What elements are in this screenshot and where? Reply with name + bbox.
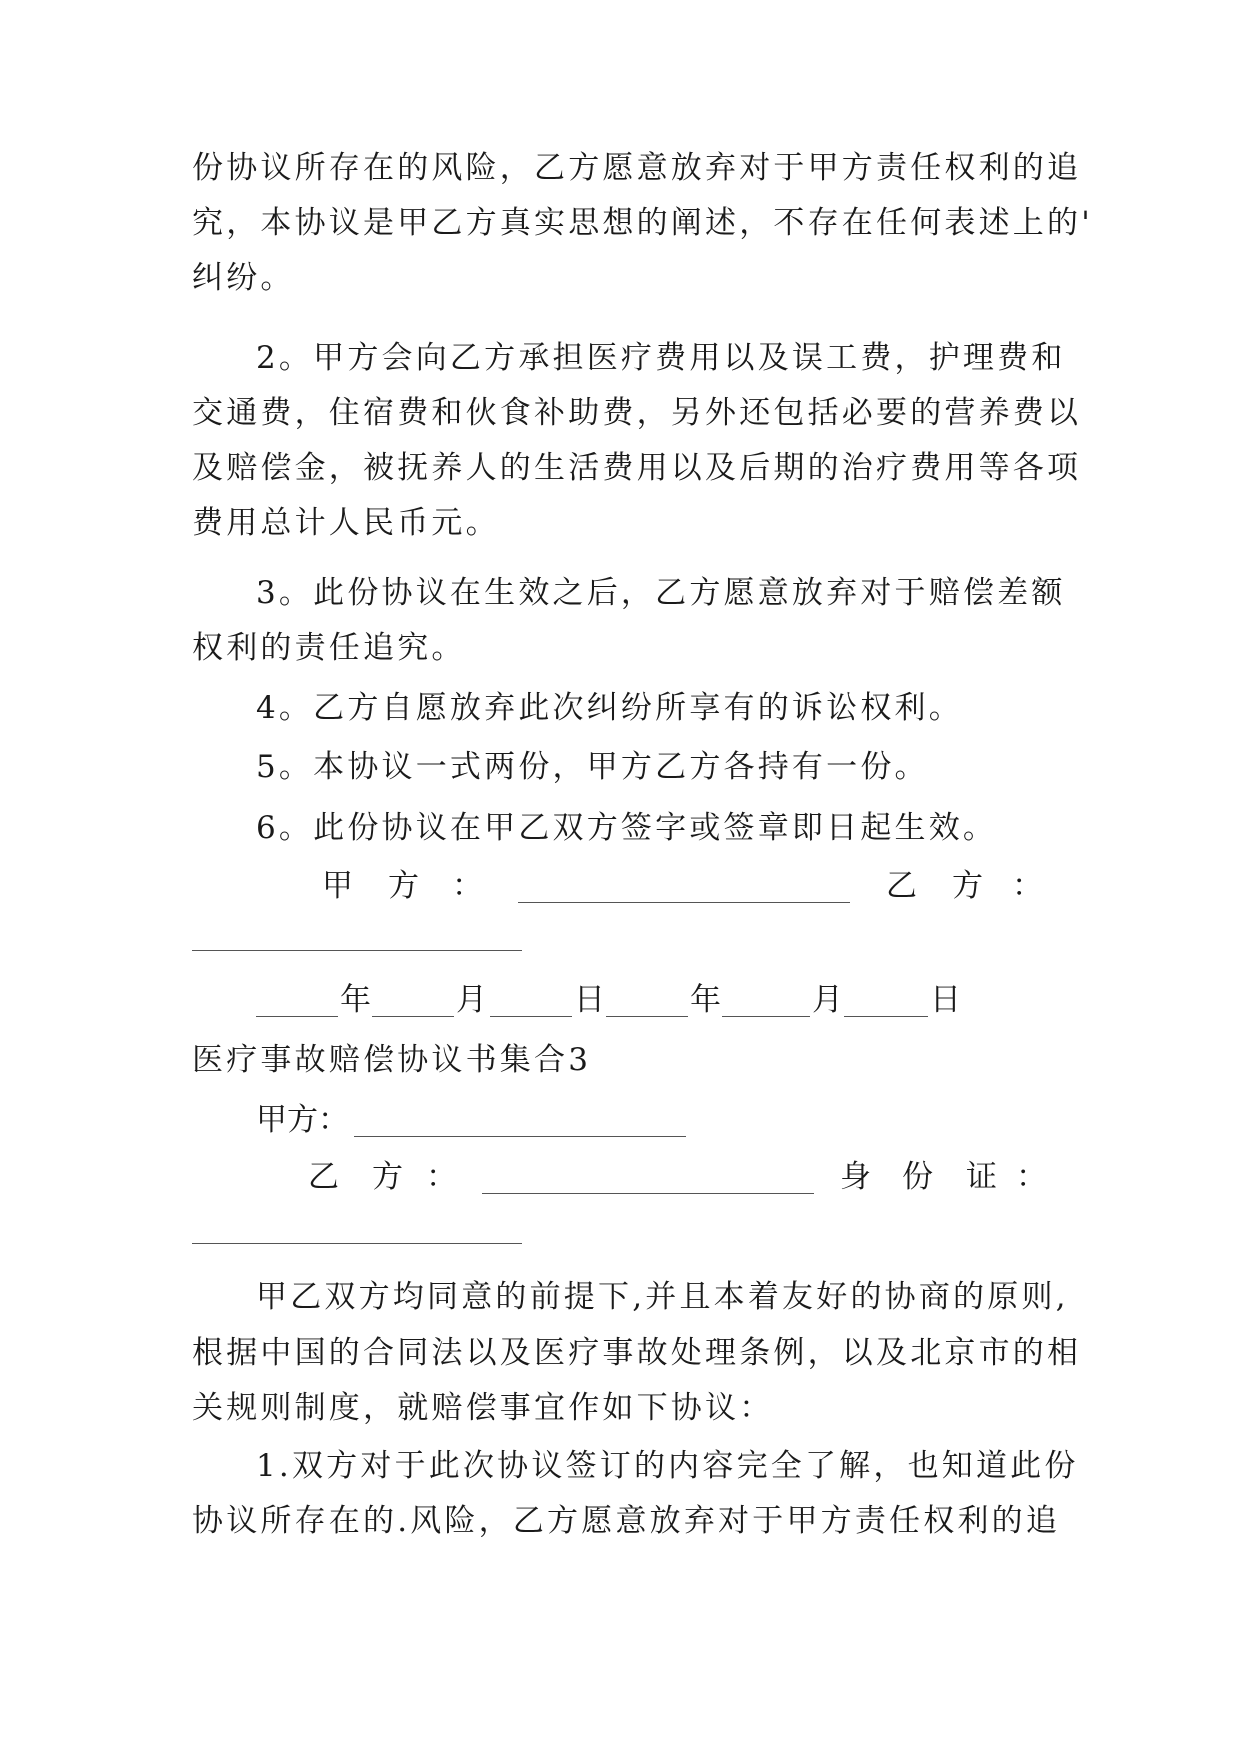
colon: ： xyxy=(426,1159,457,1195)
signature-row-1 xyxy=(0,866,1241,906)
paragraph-line: 根据中国的合同法以及医疗事故处理条例，以及北京市的相 xyxy=(192,1335,1082,1371)
clause-5-line: 5。本协议一式两份，甲方乙方各持有一份。 xyxy=(256,749,929,785)
month-label: 月 xyxy=(812,982,843,1018)
day-blank[interactable] xyxy=(844,1016,928,1017)
party-b-signature-blank[interactable] xyxy=(192,950,522,951)
date-row xyxy=(0,980,1241,1020)
party-a-char: 方 xyxy=(388,868,419,904)
paragraph-line: 协议所存在的.风险，乙方愿意放弃对于甲方责任权利的追 xyxy=(192,1503,1061,1539)
party-a-blank[interactable] xyxy=(354,1136,686,1137)
id-char: 证 xyxy=(966,1159,997,1195)
paragraph-line: 甲乙双方均同意的前提下,并且本着友好的协商的原则, xyxy=(256,1279,1069,1315)
party-b-char: 方 xyxy=(372,1159,403,1195)
year-blank[interactable] xyxy=(256,1016,338,1017)
month-label: 月 xyxy=(456,982,487,1018)
day-label: 日 xyxy=(574,982,605,1018)
colon: ： xyxy=(452,868,483,904)
clause-1-line: 1.双方对于此次协议签订的内容完全了解，也知道此份 xyxy=(256,1448,1079,1484)
colon: ： xyxy=(1012,868,1043,904)
party-a-signature-blank[interactable] xyxy=(518,902,850,903)
id-number-blank[interactable] xyxy=(192,1243,522,1244)
party-a-row xyxy=(0,1100,1241,1140)
paragraph-line: 关规则制度，就赔偿事宜作如下协议： xyxy=(192,1390,774,1426)
signature-row-2 xyxy=(0,1157,1241,1197)
paragraph-line: 费用总计人民币元。 xyxy=(192,505,500,541)
paragraph-line: 交通费，住宿费和伙食补助费，另外还包括必要的营养费以 xyxy=(192,395,1082,431)
party-b-blank[interactable] xyxy=(482,1193,814,1194)
clause-3-line: 3。此份协议在生效之后，乙方愿意放弃对于赔偿差额 xyxy=(256,575,1066,611)
party-b-char: 乙 xyxy=(308,1159,339,1195)
paragraph-line: 究，本协议是甲乙方真实思想的阐述，不存在任何表述上的' xyxy=(192,205,1093,241)
month-blank[interactable] xyxy=(722,1016,810,1017)
year-blank[interactable] xyxy=(606,1016,688,1017)
section-title: 医疗事故赔偿协议书集合3 xyxy=(192,1042,592,1078)
paragraph-line: 及赔偿金，被抚养人的生活费用以及后期的治疗费用等各项 xyxy=(192,450,1082,486)
year-label: 年 xyxy=(690,982,721,1018)
party-b-char: 方 xyxy=(952,868,983,904)
year-label: 年 xyxy=(340,982,371,1018)
clause-6-line: 6。此份协议在甲乙双方签字或签章即日起生效。 xyxy=(256,810,998,846)
party-b-char: 乙 xyxy=(886,868,917,904)
day-blank[interactable] xyxy=(490,1016,572,1017)
month-blank[interactable] xyxy=(372,1016,454,1017)
party-a-label: 甲方： xyxy=(256,1102,349,1138)
colon: ： xyxy=(1016,1159,1047,1195)
day-label: 日 xyxy=(930,982,961,1018)
id-char: 份 xyxy=(902,1159,933,1195)
paragraph-line: 纠纷。 xyxy=(192,260,295,296)
paragraph-line: 权利的责任追究。 xyxy=(192,630,466,666)
clause-2-line: 2。甲方会向乙方承担医疗费用以及误工费，护理费和 xyxy=(256,340,1066,376)
party-a-char: 甲 xyxy=(322,868,353,904)
id-char: 身 xyxy=(840,1159,871,1195)
paragraph-line: 份协议所存在的风险，乙方愿意放弃对于甲方责任权利的追 xyxy=(192,150,1082,186)
clause-4-line: 4。乙方自愿放弃此次纠纷所享有的诉讼权利。 xyxy=(256,690,963,726)
